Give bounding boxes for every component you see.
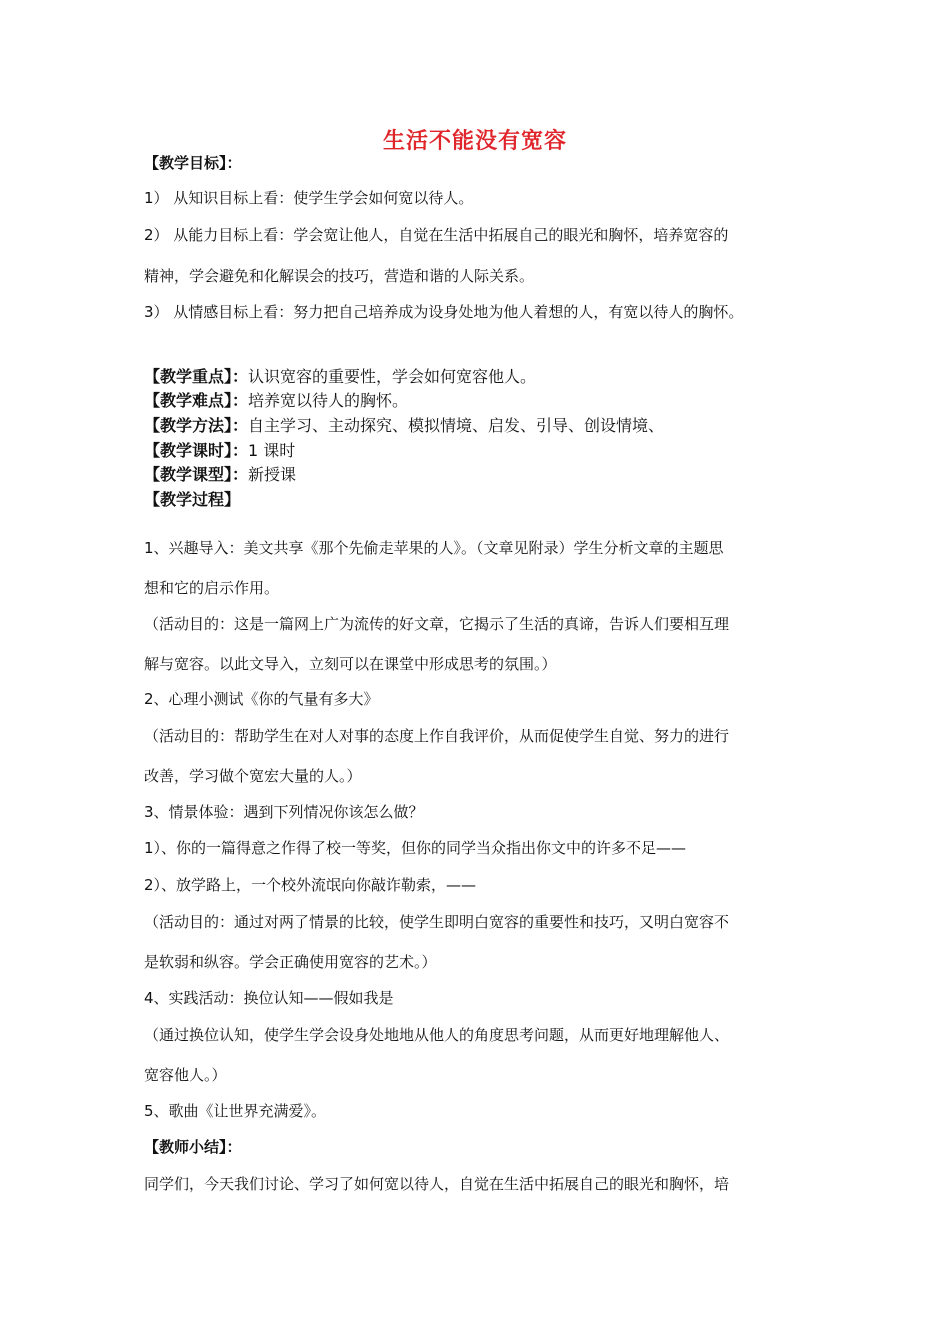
key-point-label: 【教学重点】： xyxy=(144,367,249,386)
step-2-title: 2、心理小测试《你的气量有多大》 xyxy=(144,690,379,708)
lesson-type-label: 【教学课型】： xyxy=(144,465,249,484)
difficulty-label: 【教学难点】： xyxy=(144,391,249,410)
step-3-purpose-line-1: （活动目的：通过对两了情景的比较，使学生即明白宽容的重要性和技巧，又明白宽容不 xyxy=(144,913,730,931)
step-5-title: 5、歌曲《让世界充满爱》。 xyxy=(144,1102,327,1120)
goals-heading: 【教学目标】： xyxy=(144,154,242,172)
key-point-row xyxy=(144,367,536,387)
step-3-scenario-2: 2）、放学路上，一个校外流氓向你敲诈勒索，—— xyxy=(144,876,477,894)
goal-2-line-1: 2） 从能力目标上看：学会宽让他人，自觉在生活中拓展自己的眼光和胸怀，培养宽容的 xyxy=(144,226,729,244)
step-1-line-2: 想和它的启示作用。 xyxy=(144,579,280,597)
step-3-scenario-1: 1）、你的一篇得意之作得了校一等奖，但你的同学当众指出你文中的许多不足—— xyxy=(144,839,687,857)
step-1-line-1: 1、兴趣导入：美文共享《那个先偷走苹果的人》。（文章见附录）学生分析文章的主题思 xyxy=(144,539,724,557)
goal-3: 3） 从情感目标上看：努力把自己培养成为设身处地为他人着想的人，有宽以待人的胸怀。 xyxy=(144,303,744,321)
lesson-type-row xyxy=(144,465,296,485)
goal-2-line-2: 精神，学会避免和化解误会的技巧，营造和谐的人际关系。 xyxy=(144,267,535,285)
process-heading: 【教学过程】 xyxy=(144,490,241,509)
step-4-purpose-line-1: （通过换位认知，使学生学会设身处地地从他人的角度思考问题，从而更好地理解他人、 xyxy=(144,1026,730,1044)
summary-heading: 【教师小结】： xyxy=(144,1138,242,1156)
step-4-title: 4、实践活动：换位认知——假如我是 xyxy=(144,989,394,1007)
goal-1: 1） 从知识目标上看：使学生学会如何宽以待人。 xyxy=(144,189,474,207)
step-1-purpose-line-2: 解与宽容。以此文导入，立刻可以在课堂中形成思考的氛围。） xyxy=(144,655,557,673)
method-row xyxy=(144,416,664,436)
difficulty-row xyxy=(144,391,408,411)
hours-row xyxy=(144,441,295,461)
method-value: 自主学习、主动探究、模拟情境、启发、引导、创设情境、 xyxy=(248,416,665,435)
lesson-type-value: 新授课 xyxy=(248,465,297,484)
summary-text: 同学们，今天我们讨论、学习了如何宽以待人，自觉在生活中拓展自己的眼光和胸怀，培 xyxy=(144,1175,730,1193)
difficulty-value: 培养宽以待人的胸怀。 xyxy=(248,391,409,410)
method-label: 【教学方法】： xyxy=(144,416,249,435)
step-4-purpose-line-2: 宽容他人。） xyxy=(144,1066,227,1084)
step-2-purpose-line-2: 改善，学习做个宽宏大量的人。） xyxy=(144,767,362,785)
step-3-title: 3、情景体验：遇到下列情况你该怎么做？ xyxy=(144,803,424,821)
document-title: 生活不能没有宽容 xyxy=(382,129,567,154)
step-2-purpose-line-1: （活动目的：帮助学生在对人对事的态度上作自我评价，从而促使学生自觉、努力的进行 xyxy=(144,727,730,745)
step-3-purpose-line-2: 是软弱和纵容。学会正确使用宽容的艺术。） xyxy=(144,953,437,971)
step-1-purpose-line-1: （活动目的：这是一篇网上广为流传的好文章，它揭示了生活的真谛，告诉人们要相互理 xyxy=(144,615,730,633)
hours-value: 1 课时 xyxy=(248,441,296,460)
key-point-value: 认识宽容的重要性，学会如何宽容他人。 xyxy=(248,367,537,386)
hours-label: 【教学课时】： xyxy=(144,441,249,460)
